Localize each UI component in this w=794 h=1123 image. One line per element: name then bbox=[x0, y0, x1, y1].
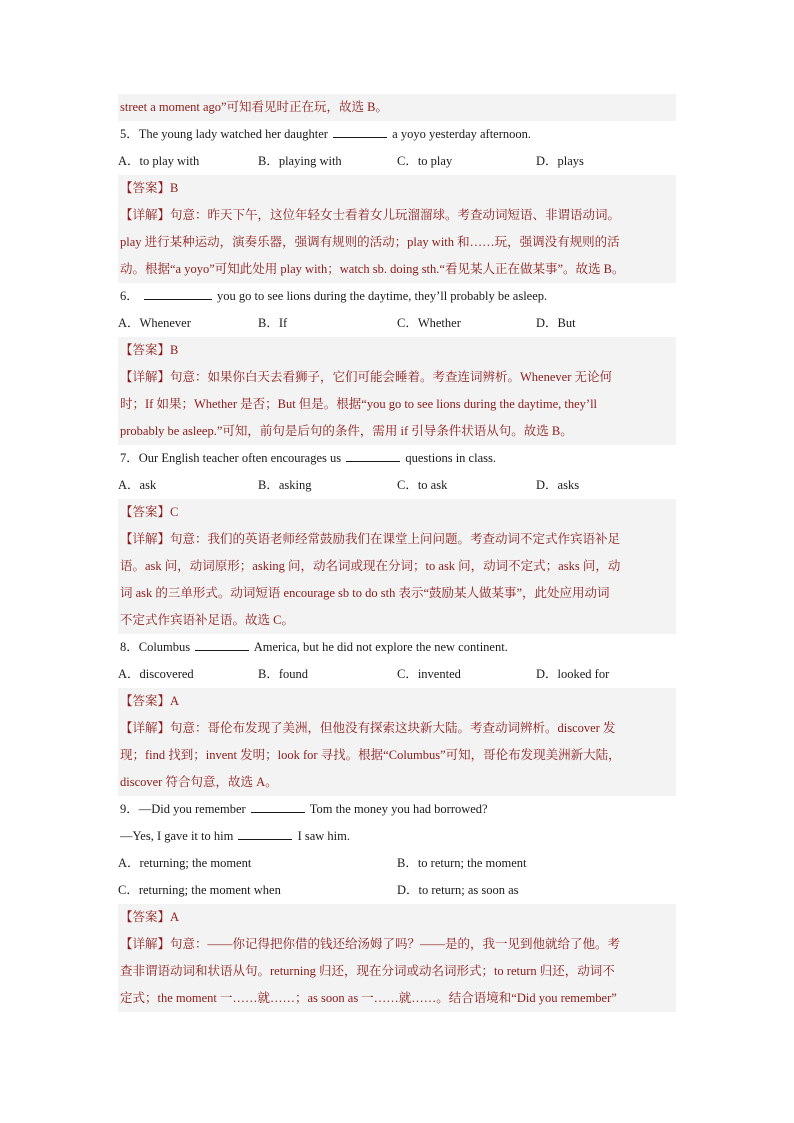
q6-options bbox=[118, 310, 676, 337]
q9-stem-reply: —Yes, I gave it to him I saw him. bbox=[120, 829, 350, 843]
q7-explanation-line: 【详解】句意：我们的英语老师经常鼓励我们在课堂上问问题。考查动词不定式作宾语补足 bbox=[118, 526, 676, 553]
option-d: D．to return; as soon as bbox=[397, 883, 519, 897]
q9-explanation-line: 查非谓语动词和状语从句。returning 归还，现在分词或动名词形式；to return 归还，动词不 bbox=[118, 958, 676, 985]
q5-explanation-line: 动。根据“a yoyo”可知此处用 play with；watch sb. doing sth.“看见某人正在做某事”。故选 B。 bbox=[118, 256, 676, 283]
option-c: C．to play bbox=[397, 154, 453, 168]
answer-blank bbox=[238, 838, 292, 840]
answer-blank bbox=[346, 460, 400, 462]
q6-explanation-line: 【详解】句意：如果你白天去看狮子，它们可能会睡着。考查连词辨析。Whenever 无论何 bbox=[118, 364, 676, 391]
q9-stem-question: 9．—Did you remember Tom the money you had borrowed? bbox=[120, 802, 488, 816]
q5-stem: 5．The young lady watched her daughter a yoyo yesterday afternoon. bbox=[120, 127, 532, 141]
option-b: B．If bbox=[258, 316, 288, 330]
q5-answer: 【答案】B bbox=[118, 175, 676, 202]
option-a: A．returning; the moment bbox=[118, 856, 252, 870]
q7-explanation-line: 不定式作宾语补足语。故选 C。 bbox=[118, 607, 676, 634]
q6-answer: 【答案】B bbox=[118, 337, 676, 364]
q7-stem: 7．Our English teacher often encourages us questions in class. bbox=[120, 451, 496, 465]
answer-blank bbox=[144, 298, 212, 300]
q9-answer: 【答案】A bbox=[118, 904, 676, 931]
q9-explanation-line: 【详解】句意：——你记得把你借的钱还给汤姆了吗？——是的，我一见到他就给了他。考 bbox=[118, 931, 676, 958]
option-d: D．plays bbox=[536, 154, 584, 168]
q9-explanation-line: 定式；the moment 一……就……；as soon as 一……就……。结合语境和“Did you remember” bbox=[118, 985, 676, 1012]
option-d: D．But bbox=[536, 316, 576, 330]
q8-options bbox=[118, 661, 676, 688]
q7-explanation-line: 语。ask 问，动词原形；asking 问，动名词或现在分词；to ask 问，动词不定式；asks 问，动 bbox=[118, 553, 676, 580]
q8-explanation-line: 现；find 找到；invent 发明；look for 寻找。根据“Columbus”可知，哥伦布发现美洲新大陆， bbox=[118, 742, 676, 769]
q7-options bbox=[118, 472, 676, 499]
option-c: C．Whether bbox=[397, 316, 461, 330]
answer-blank bbox=[333, 136, 387, 138]
q7-answer: 【答案】C bbox=[118, 499, 676, 526]
option-c: C．to ask bbox=[397, 478, 448, 492]
q8-explanation-line: 【详解】句意：哥伦布发现了美洲，但他没有探索这块新大陆。考查动词辨析。discover 发 bbox=[118, 715, 676, 742]
option-d: D．looked for bbox=[536, 667, 610, 681]
option-c: C．invented bbox=[397, 667, 461, 681]
q5-options bbox=[118, 148, 676, 175]
q6-stem: 6． you go to see lions during the daytime, they’ll probably be asleep. bbox=[120, 289, 548, 303]
question-content bbox=[118, 94, 676, 1012]
q5-explanation-line: 【详解】句意：昨天下午，这位年轻女士看着女儿玩溜溜球。考查动词短语、非谓语动词。 bbox=[118, 202, 676, 229]
q4-explanation-tail: street a moment ago”可知看见时正在玩，故选 B。 bbox=[118, 94, 676, 121]
answer-blank bbox=[251, 811, 305, 813]
option-d: D．asks bbox=[536, 478, 580, 492]
q9-options-row-2 bbox=[118, 877, 676, 904]
q7-explanation-line: 词 ask 的三单形式。动词短语 encourage sb to do sth 表示“鼓励某人做某事”，此处应用动词 bbox=[118, 580, 676, 607]
q8-stem: 8．Columbus America, but he did not explore the new continent. bbox=[120, 640, 508, 654]
q8-explanation-line: discover 符合句意，故选 A。 bbox=[118, 769, 676, 796]
q5-explanation-line: play 进行某种运动，演奏乐器，强调有规则的活动；play with 和……玩，强调没有规则的活 bbox=[118, 229, 676, 256]
option-a: A．to play with bbox=[118, 154, 200, 168]
q8-answer: 【答案】A bbox=[118, 688, 676, 715]
q9-options-row-1 bbox=[118, 850, 676, 877]
answer-blank bbox=[195, 649, 249, 651]
option-c: C．returning; the moment when bbox=[118, 883, 281, 897]
q6-explanation-line: probably be asleep.”可知，前句是后句的条件，需用 if 引导条件状语从句。故选 B。 bbox=[118, 418, 676, 445]
q6-explanation-line: 时；If 如果；Whether 是否；But 但是。根据“you go to see lions during the daytime, they’ll bbox=[118, 391, 676, 418]
option-b: B．playing with bbox=[258, 154, 342, 168]
option-a: A．Whenever bbox=[118, 316, 191, 330]
option-a: A．discovered bbox=[118, 667, 194, 681]
option-b: B．found bbox=[258, 667, 309, 681]
option-b: B．to return; the moment bbox=[397, 856, 527, 870]
option-a: A．ask bbox=[118, 478, 157, 492]
option-b: B．asking bbox=[258, 478, 312, 492]
